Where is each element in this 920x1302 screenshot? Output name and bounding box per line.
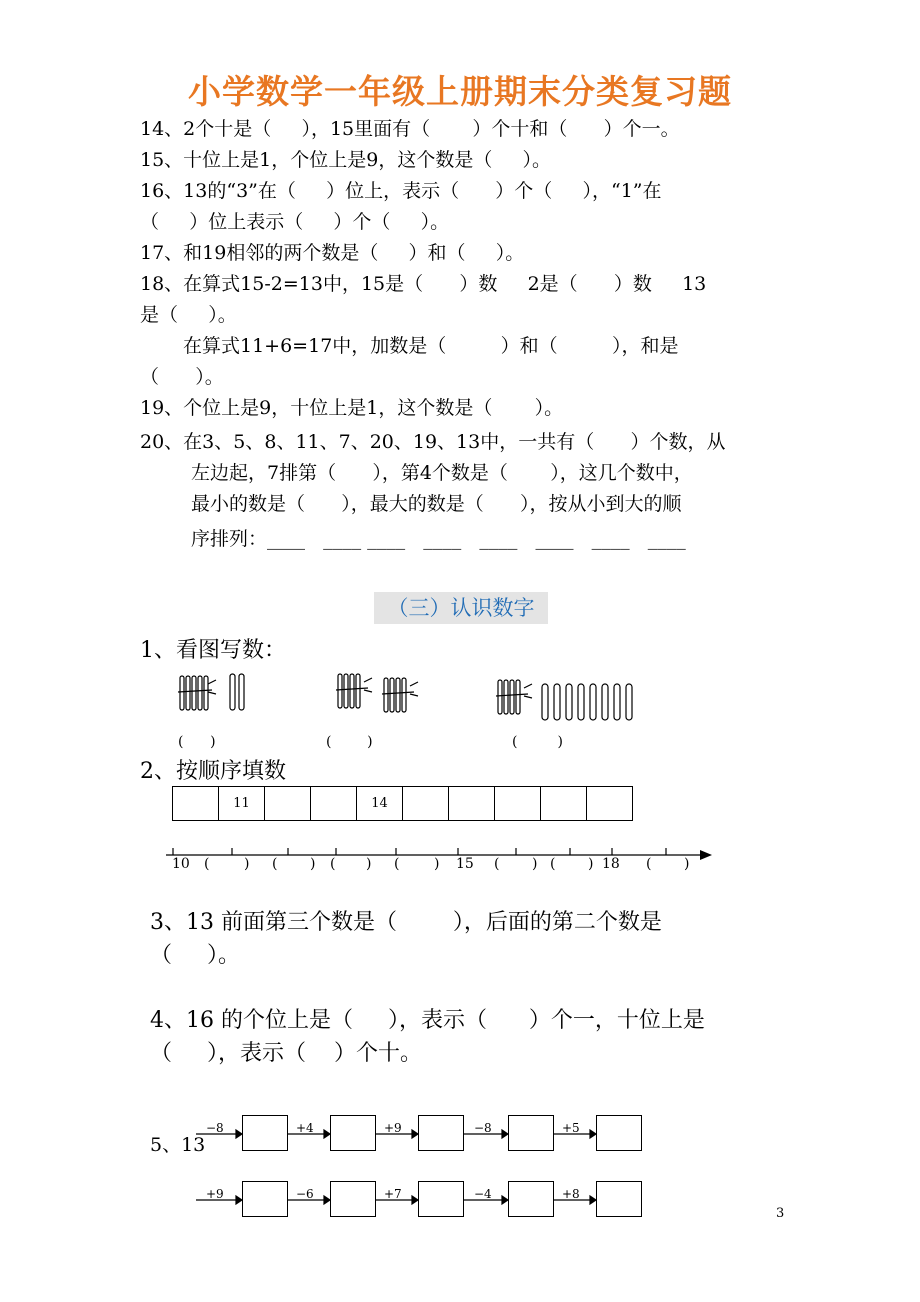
numberline-paren: )	[588, 856, 594, 872]
answer-box[interactable]	[596, 1181, 642, 1217]
question-18-line3: 在算式11+6=17中，加数是（ ）和（ ），和是	[183, 335, 679, 357]
question-18-line2: 是（ ）。	[140, 304, 237, 326]
question-14: 14、2个十是（ ），15里面有（ ）个十和（ ）个一。	[140, 118, 680, 140]
sequence-cell[interactable]	[311, 786, 357, 821]
sequence-cell[interactable]: 11	[219, 786, 265, 821]
answer-box[interactable]	[508, 1115, 554, 1151]
kanshu-answer-2[interactable]: ( )	[326, 734, 373, 750]
answer-box[interactable]	[330, 1115, 376, 1151]
answer-box[interactable]	[508, 1181, 554, 1217]
question-18-line4: （ ）。	[140, 366, 224, 388]
answer-box[interactable]	[330, 1181, 376, 1217]
numberline-paren: )	[532, 856, 538, 872]
stick-bundle-1	[178, 676, 216, 710]
numberline-paren: )	[684, 856, 690, 872]
operator-label: +9	[384, 1121, 402, 1135]
numberline-paren: (	[646, 856, 652, 872]
sequence-cell[interactable]	[265, 786, 311, 821]
operator-label: +5	[562, 1121, 580, 1135]
numberline-paren: (	[494, 856, 500, 872]
question-19: 19、个位上是9，十位上是1，这个数是（ ）。	[140, 397, 564, 419]
question-15: 15、十位上是1，个位上是9，这个数是（ ）。	[140, 149, 552, 171]
stick-bundle-2	[336, 674, 418, 712]
section-heading: （三）认识数字	[374, 592, 548, 624]
question-3-line2: （ ）。	[150, 943, 240, 968]
numberline-label-18: 18	[602, 856, 620, 872]
sequence-cell[interactable]	[449, 786, 495, 821]
single-sticks-3	[542, 684, 632, 720]
page-number: 3	[776, 1206, 785, 1221]
numberline-paren: )	[310, 856, 316, 872]
page-title: 小学数学一年级上册期末分类复习题	[188, 72, 732, 111]
question-3-line1: 3、13 前面第三个数是（ ），后面的第二个数是	[150, 910, 662, 935]
question-18-line1: 18、在算式15-2=13中，15是（ ）数 2是（ ）数 13	[140, 273, 707, 295]
numberline-paren: (	[204, 856, 210, 872]
stick-bundle-3	[496, 680, 532, 714]
question-4-line2: （ ），表示（ ）个十。	[150, 1041, 422, 1066]
numberline-paren: (	[550, 856, 556, 872]
question-20-line4: 序排列：____ ____ ____ ____ ____ ____ ____ ____	[191, 528, 686, 550]
sequence-cell[interactable]	[173, 786, 219, 821]
numberline-paren: (	[394, 856, 400, 872]
operator-label: +4	[296, 1121, 314, 1135]
question-5-label: 5、13	[150, 1134, 206, 1156]
operator-label: +8	[562, 1187, 580, 1201]
single-sticks-1	[230, 674, 244, 710]
kanshu-answer-3[interactable]: ( )	[512, 734, 563, 750]
kanshu-label: 1、看图写数：	[140, 638, 286, 663]
answer-box[interactable]	[242, 1181, 288, 1217]
numberline-paren: )	[244, 856, 250, 872]
question-16-line1: 16、13的“3”在（ ）位上，表示（ ）个（ ），“1”在	[140, 180, 662, 202]
sequence-cell[interactable]: 14	[357, 786, 403, 821]
answer-box[interactable]	[242, 1115, 288, 1151]
question-20-line3: 最小的数是（ ），最大的数是（ ），按从小到大的顺	[191, 493, 682, 515]
numberline-label-10: 10	[172, 856, 190, 872]
answer-box[interactable]	[418, 1115, 464, 1151]
operator-label: −6	[296, 1187, 314, 1201]
kanshu-answer-1[interactable]: ( )	[178, 734, 216, 750]
operator-label: +9	[206, 1187, 224, 1201]
operator-label: −8	[206, 1121, 224, 1135]
question-4-line1: 4、16 的个位上是（ ），表示（ ）个一，十位上是	[150, 1008, 705, 1033]
sequence-cell[interactable]	[495, 786, 541, 821]
counting-sticks-illustration	[176, 668, 636, 724]
question-16-line2: （ ）位上表示（ ）个（ ）。	[140, 211, 450, 233]
numberline-paren: (	[272, 856, 278, 872]
numberline-label-15: 15	[456, 856, 474, 872]
question-20-line1: 20、在3、5、8、11、7、20、19、13中，一共有（ ）个数，从	[140, 431, 726, 453]
sequence-cell[interactable]	[403, 786, 449, 821]
numberline-paren: )	[434, 856, 440, 872]
operator-label: −4	[474, 1187, 492, 1201]
sequence-grid	[172, 786, 633, 821]
operator-label: +7	[384, 1187, 402, 1201]
sequence-cell[interactable]	[587, 786, 633, 821]
sequence-cell[interactable]	[541, 786, 587, 821]
numberline-paren: )	[366, 856, 372, 872]
question-20-line2: 左边起，7排第（ ），第4个数是（ ），这几个数中，	[191, 462, 693, 484]
question-17: 17、和19相邻的两个数是（ ）和（ ）。	[140, 242, 525, 264]
sequence-label: 2、按顺序填数	[140, 759, 286, 784]
answer-box[interactable]	[418, 1181, 464, 1217]
operator-label: −8	[474, 1121, 492, 1135]
numberline-paren: (	[330, 856, 336, 872]
answer-box[interactable]	[596, 1115, 642, 1151]
